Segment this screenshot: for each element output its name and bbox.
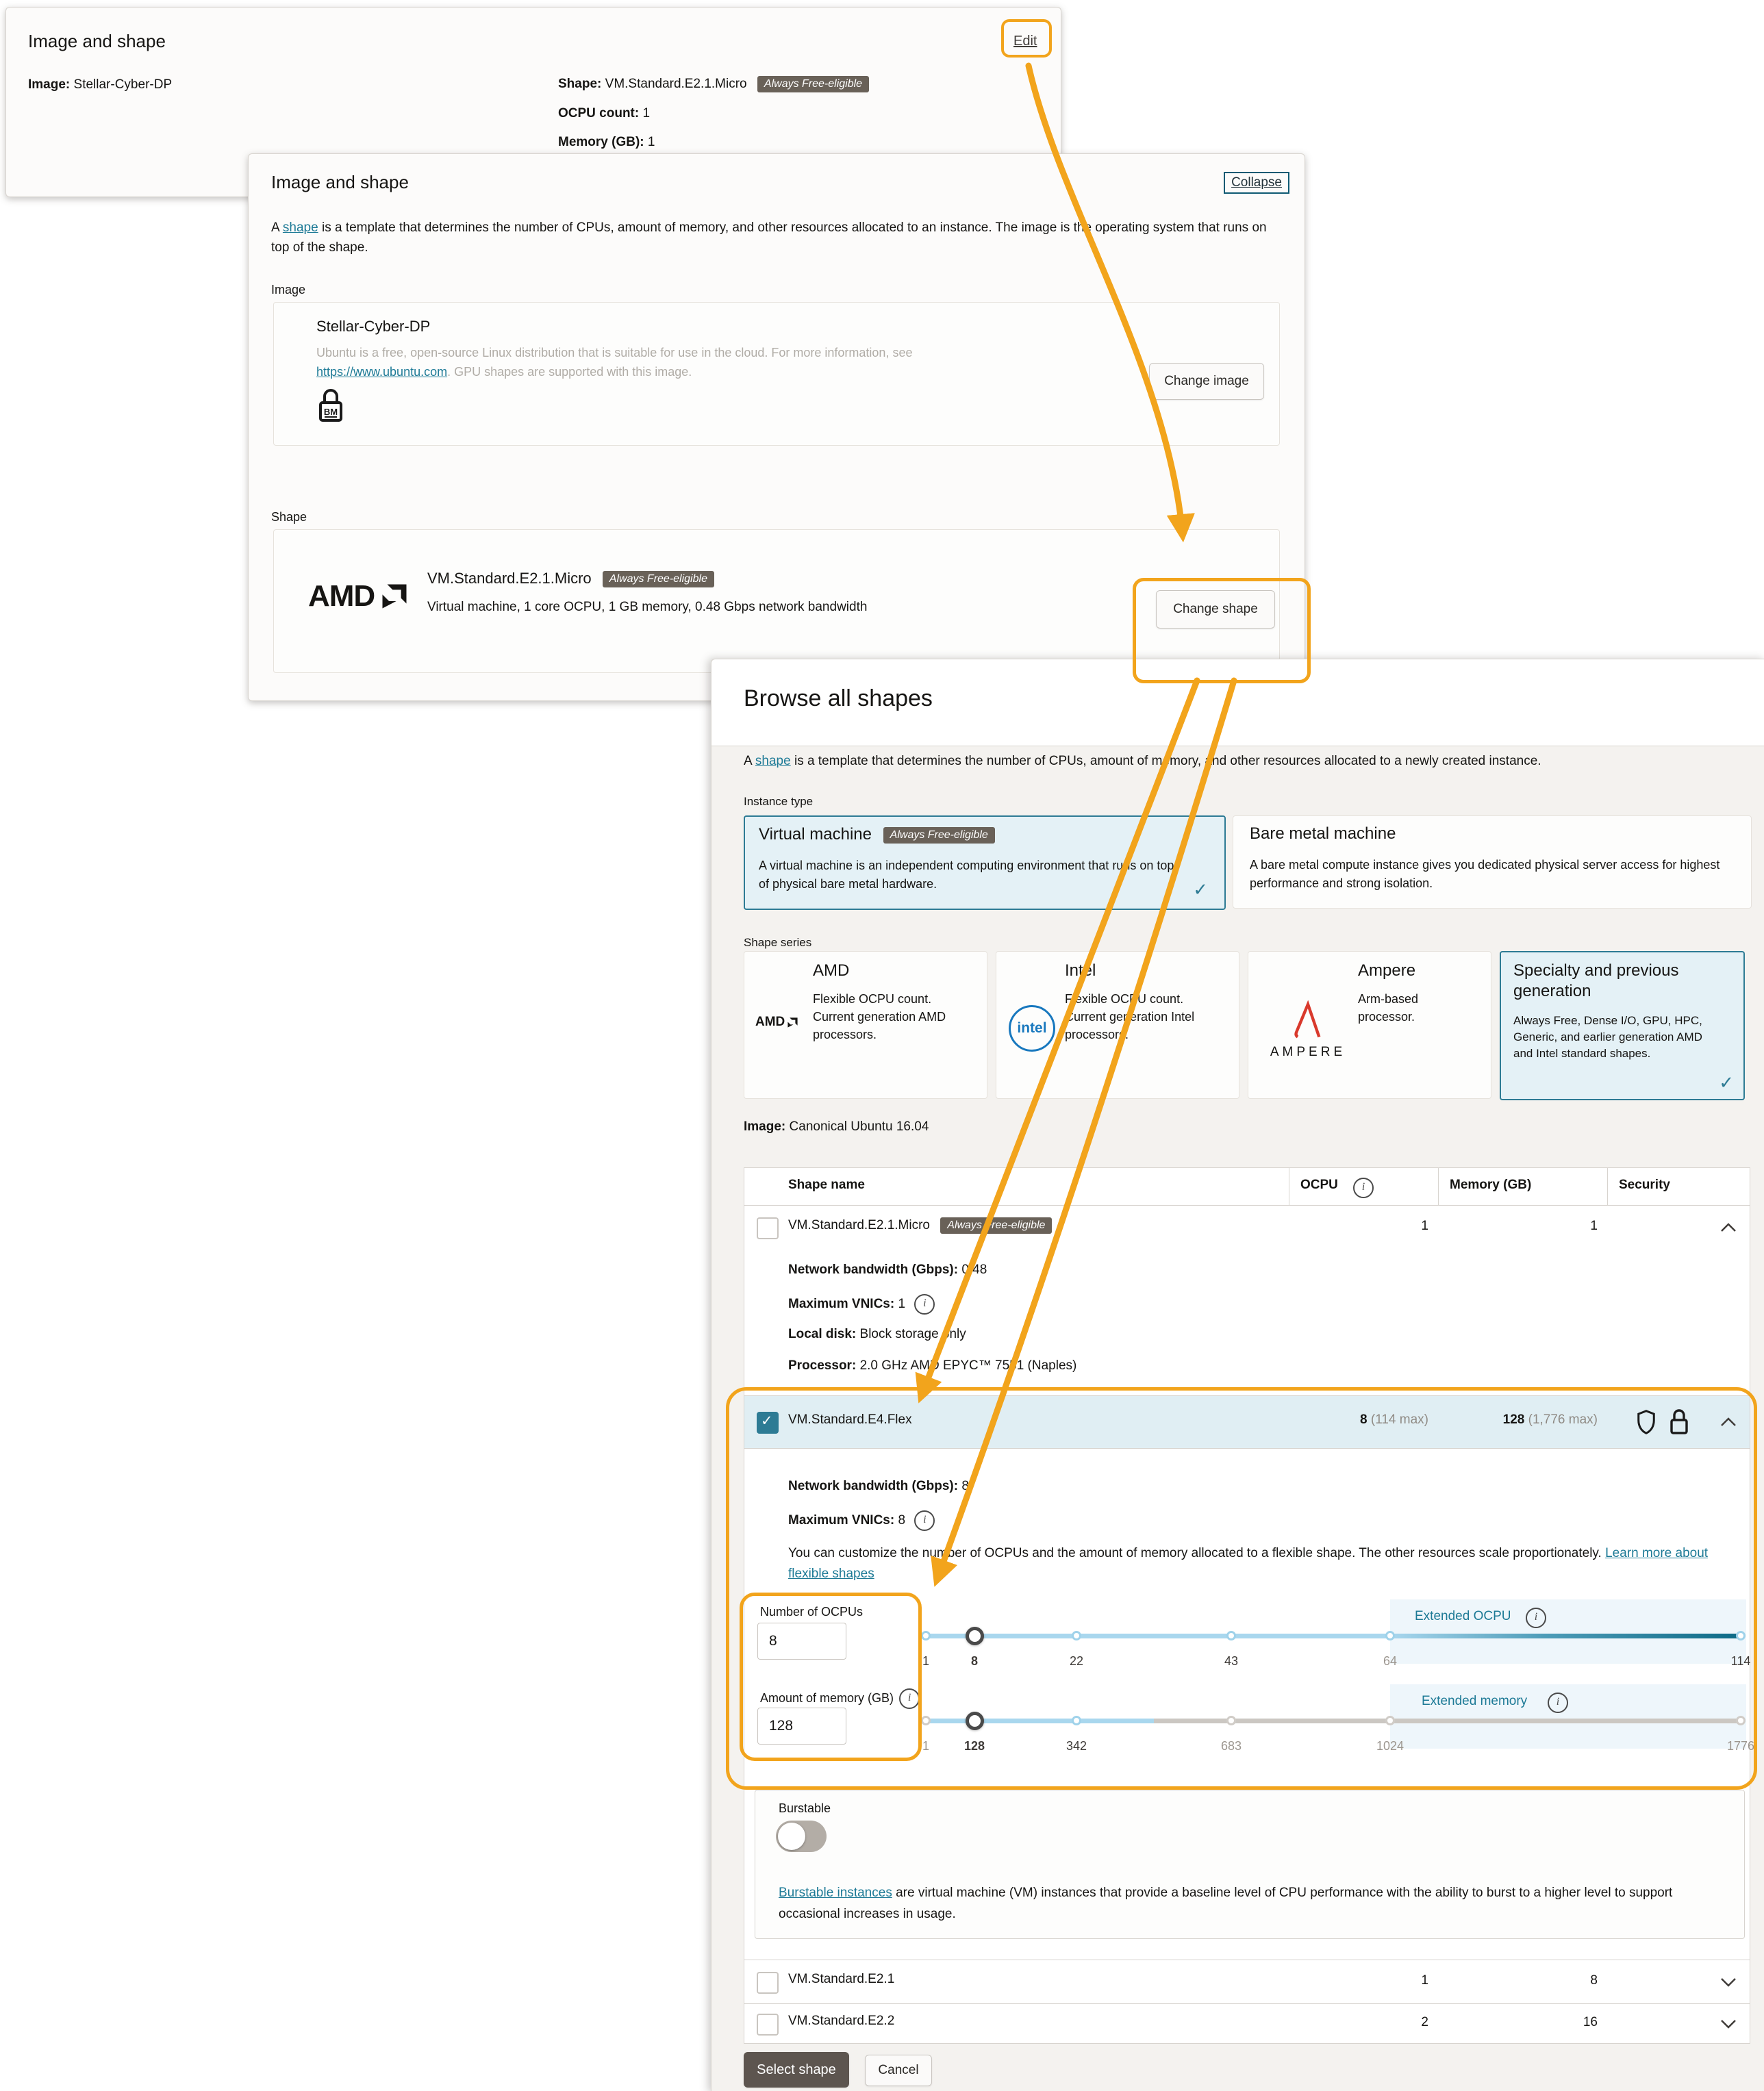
series-card-ampere[interactable] bbox=[1248, 951, 1491, 1099]
svg-text:BM: BM bbox=[323, 407, 338, 417]
burstable-desc: are virtual machine (VM) instances that provide a baseline level of CPU performance with the ability to burst to a higher level to support occasional increases in usage. bbox=[779, 1886, 1673, 1922]
detail-line bbox=[788, 1263, 987, 1278]
table-row-e22[interactable] bbox=[744, 2003, 1750, 2044]
image-label: Image: bbox=[744, 1119, 786, 1134]
memory-input-label-text: Amount of memory (GB) bbox=[760, 1690, 894, 1705]
ocpu-tick-114 bbox=[1736, 1631, 1746, 1640]
ampere-a-icon bbox=[1293, 1000, 1323, 1041]
ocpu-tick-22 bbox=[1072, 1631, 1081, 1640]
extended-memory-info-icon[interactable] bbox=[1548, 1693, 1568, 1713]
col-memory: Memory (GB) bbox=[1450, 1178, 1532, 1192]
memory-tick-label: 1 bbox=[922, 1739, 929, 1753]
ocpu-info-icon[interactable] bbox=[1353, 1178, 1374, 1198]
memory-tick-label: 1024 bbox=[1376, 1739, 1404, 1753]
row-ocpu-cell: 1 bbox=[1421, 1973, 1428, 1988]
row-name-cell: VM.Standard.E2.1 bbox=[788, 1972, 895, 1986]
image-section-label: Image bbox=[271, 283, 306, 296]
memory-tick-1776 bbox=[1736, 1716, 1746, 1725]
shape-link[interactable]: shape bbox=[282, 220, 318, 235]
row-ocpu-cell bbox=[1300, 1412, 1428, 1428]
always-free-badge: Always Free-eligible bbox=[883, 827, 995, 844]
detail-line bbox=[788, 1358, 1076, 1373]
amd-arrow-icon bbox=[380, 582, 409, 611]
chevron-up-icon[interactable] bbox=[1719, 1417, 1737, 1428]
burstable-label: Burstable bbox=[779, 1801, 831, 1815]
table-row-e21micro[interactable] bbox=[744, 1205, 1750, 1250]
summary-shape-line bbox=[558, 76, 869, 92]
detail-label: Processor: bbox=[788, 1358, 857, 1373]
row-name-cell: VM.Standard.E4.Flex bbox=[788, 1412, 912, 1427]
detail-value: Block storage only bbox=[859, 1327, 966, 1341]
intro-pre: A bbox=[744, 754, 755, 768]
col-shape-name: Shape name bbox=[788, 1178, 865, 1192]
bm-card-title: Bare metal machine bbox=[1250, 824, 1396, 843]
vm-card-desc: A virtual machine is an independent computing environment that runs on top of physical bare metal hardware. bbox=[759, 859, 1174, 891]
instance-type-label: Instance type bbox=[744, 795, 814, 808]
memory-label: Memory (GB): bbox=[558, 135, 644, 149]
memory-tick-1024 bbox=[1385, 1716, 1395, 1725]
ocpu-count-label: OCPU count: bbox=[558, 106, 640, 121]
shield-icon bbox=[1636, 1408, 1656, 1436]
always-free-badge: Always Free-eligible bbox=[603, 571, 714, 587]
detail-line bbox=[788, 1479, 969, 1494]
ocpu-tick-43 bbox=[1226, 1631, 1236, 1640]
chevron-up-icon[interactable] bbox=[1719, 1222, 1737, 1233]
selected-check-icon bbox=[1719, 1072, 1734, 1093]
summary-memory-line bbox=[558, 135, 655, 150]
ocpu-slider-track[interactable] bbox=[926, 1634, 1741, 1638]
memory-tick-label: 342 bbox=[1066, 1739, 1087, 1753]
image-value: Canonical Ubuntu 16.04 bbox=[789, 1119, 929, 1134]
memory-input-label bbox=[760, 1688, 920, 1709]
e21micro-details bbox=[744, 1249, 1750, 1395]
instance-type-bare-metal-card[interactable] bbox=[1233, 815, 1752, 909]
shape-card bbox=[273, 529, 1280, 673]
bandwidth-label: Network bandwidth (Gbps): bbox=[788, 1479, 959, 1493]
panel-title: Image and shape bbox=[271, 172, 409, 192]
vm-card-title: Virtual machine bbox=[759, 825, 872, 844]
change-image-button[interactable]: Change image bbox=[1149, 363, 1264, 400]
vnics-info-icon[interactable] bbox=[914, 1294, 935, 1315]
ocpu-tick-label: 1 bbox=[922, 1654, 929, 1668]
memory-header-cell bbox=[1438, 1168, 1608, 1205]
ocpu-tick-64 bbox=[1385, 1631, 1395, 1640]
panel-title: Image and shape bbox=[28, 31, 166, 51]
browse-intro bbox=[744, 754, 1730, 769]
intro-post: is a template that determines the number of CPUs, amount of memory, and other resources allocated to a newly created instance. bbox=[790, 754, 1541, 768]
memory-info-icon[interactable] bbox=[899, 1688, 920, 1709]
amd-logo-text: AMD bbox=[755, 1015, 785, 1029]
detail-label: Maximum VNICs: bbox=[788, 1297, 895, 1312]
row-memory-cell bbox=[1449, 1412, 1598, 1428]
ocpu-header-cell bbox=[1289, 1168, 1439, 1205]
extended-memory-label: Extended memory bbox=[1422, 1694, 1528, 1708]
security-header-cell bbox=[1607, 1168, 1750, 1205]
col-security: Security bbox=[1619, 1178, 1670, 1192]
summary-image-line bbox=[28, 77, 172, 92]
select-shape-button[interactable]: Select shape bbox=[744, 2052, 849, 2088]
ocpu-max: (114 max) bbox=[1367, 1412, 1428, 1427]
image-description bbox=[316, 344, 946, 382]
browse-all-shapes-panel bbox=[711, 659, 1764, 2091]
summary-ocpu-line bbox=[558, 106, 650, 121]
detail-value: 2.0 GHz AMD EPYC™ 7551 (Naples) bbox=[859, 1358, 1077, 1373]
memory-tick-342 bbox=[1072, 1716, 1081, 1725]
browse-header bbox=[711, 659, 1764, 746]
detail-line bbox=[788, 1294, 935, 1315]
detail-line bbox=[788, 1327, 966, 1342]
shape-name: VM.Standard.E2.1.Micro bbox=[788, 1218, 930, 1233]
ocpu-tick-1 bbox=[921, 1631, 931, 1640]
ocpu-tick-label: 64 bbox=[1383, 1654, 1398, 1668]
vnics-label: Maximum VNICs: bbox=[788, 1513, 895, 1528]
image-name: Stellar-Cyber-DP bbox=[316, 318, 431, 335]
memory-tick-label: 1776 bbox=[1726, 1739, 1755, 1753]
extended-ocpu-info-icon[interactable] bbox=[1526, 1608, 1546, 1628]
shape-name: VM.Standard.E2.1.Micro bbox=[427, 570, 592, 587]
shape-value: VM.Standard.E2.1.Micro bbox=[605, 77, 747, 92]
ampere-logo-text: AMPERE bbox=[1270, 1045, 1346, 1059]
shape-label: Shape: bbox=[558, 77, 602, 92]
selected-check-icon bbox=[1193, 879, 1208, 900]
memory-value: 128 bbox=[1502, 1412, 1525, 1427]
amd-logo bbox=[755, 1015, 798, 1030]
instance-type-vm-card[interactable] bbox=[744, 815, 1226, 910]
always-free-badge: Always Free-eligible bbox=[757, 76, 869, 92]
extended-memory-region bbox=[1390, 1684, 1746, 1749]
memory-max: (1,776 max) bbox=[1524, 1412, 1598, 1427]
shape-name-row bbox=[427, 570, 714, 587]
vnics-value: 8 bbox=[898, 1513, 906, 1528]
burstable-text bbox=[779, 1882, 1724, 1925]
row-memory-cell: 1 bbox=[1590, 1219, 1598, 1233]
row-checkbox[interactable] bbox=[757, 2014, 779, 2036]
shape-series-label: Shape series bbox=[744, 936, 812, 949]
bm-lock-icon bbox=[315, 385, 346, 424]
series-intel-desc: Flexible OCPU count. Current generation Intel processors. bbox=[1065, 992, 1195, 1042]
image-desc-post: . GPU shapes are supported with this image. bbox=[447, 364, 692, 379]
chevron-down-icon[interactable] bbox=[1719, 1977, 1737, 1988]
image-and-shape-detail-panel bbox=[248, 153, 1305, 701]
series-card-amd[interactable] bbox=[744, 951, 987, 1099]
shape-description: Virtual machine, 1 core OCPU, 1 GB memory, 0.48 Gbps network bandwidth bbox=[427, 600, 868, 614]
memory-slider-track[interactable] bbox=[926, 1719, 1741, 1723]
bandwidth-value: 8 bbox=[961, 1479, 969, 1493]
row-memory-cell: 16 bbox=[1583, 2015, 1598, 2029]
bm-card-desc: A bare metal compute instance gives you dedicated physical server access for highest performance and strong isolation. bbox=[1250, 858, 1720, 890]
amd-logo bbox=[308, 579, 409, 613]
row-checkbox[interactable] bbox=[757, 1972, 779, 1994]
series-card-specialty[interactable] bbox=[1500, 951, 1745, 1100]
memory-input[interactable] bbox=[757, 1708, 846, 1745]
lock-icon bbox=[1667, 1407, 1691, 1437]
memory-tick-1 bbox=[921, 1716, 931, 1725]
panel-intro bbox=[271, 218, 1268, 257]
intro-pre: A bbox=[271, 220, 283, 235]
row-checkbox[interactable] bbox=[757, 1217, 779, 1239]
detail-value: 1 bbox=[898, 1297, 906, 1312]
browse-image-line bbox=[744, 1119, 929, 1135]
intel-logo bbox=[1009, 1005, 1055, 1052]
chevron-down-icon[interactable] bbox=[1719, 2018, 1737, 2029]
burstable-instances-link[interactable]: Burstable instances bbox=[779, 1886, 892, 1900]
extended-ocpu-region bbox=[1390, 1599, 1746, 1664]
flexible-shapes-link[interactable]: Learn more about flexible shapes bbox=[788, 1546, 1709, 1582]
toggle-knob bbox=[778, 1823, 805, 1850]
detail-line bbox=[788, 1510, 935, 1531]
cancel-button[interactable]: Cancel bbox=[865, 2055, 932, 2086]
always-free-badge: Always Free-eligible bbox=[940, 1217, 1052, 1234]
table-row-e21[interactable] bbox=[744, 1960, 1750, 2004]
change-shape-button[interactable]: Change shape bbox=[1156, 590, 1275, 629]
series-card-intel[interactable] bbox=[996, 951, 1239, 1099]
vm-card-title-row bbox=[759, 825, 995, 844]
memory-tick-label: 683 bbox=[1220, 1739, 1242, 1753]
row-memory-cell: 8 bbox=[1590, 1973, 1598, 1988]
row-name-cell: VM.Standard.E2.2 bbox=[788, 2014, 895, 2028]
customize-text bbox=[788, 1543, 1735, 1585]
ocpu-input-label: Number of OCPUs bbox=[760, 1605, 864, 1619]
row-name-cell bbox=[788, 1217, 1052, 1234]
image-value: Stellar-Cyber-DP bbox=[73, 77, 173, 92]
series-intel-title: Intel bbox=[1065, 961, 1096, 980]
ubuntu-link[interactable]: https://www.ubuntu.com bbox=[316, 364, 448, 379]
amd-arrow-icon bbox=[787, 1017, 798, 1028]
amd-logo-text: AMD bbox=[308, 579, 375, 613]
col-ocpu: OCPU bbox=[1300, 1178, 1338, 1192]
shape-section-label: Shape bbox=[271, 510, 307, 524]
browse-title: Browse all shapes bbox=[744, 685, 933, 711]
series-ampere-title: Ampere bbox=[1358, 961, 1416, 980]
table-header-row bbox=[744, 1168, 1750, 1205]
shapes-table bbox=[744, 1167, 1755, 2044]
ocpu-tick-label: 8 bbox=[970, 1654, 978, 1668]
detail-label: Local disk: bbox=[788, 1327, 857, 1341]
detail-label: Network bandwidth (Gbps): bbox=[788, 1263, 959, 1277]
intro-post: is a template that determines the number of CPUs, amount of memory, and other resources allocated to an instance. The image is the operating system that runs on top of the shape. bbox=[271, 220, 1267, 255]
row-ocpu-cell: 2 bbox=[1421, 2015, 1428, 2029]
series-specialty-title: Specialty and previous generation bbox=[1513, 961, 1679, 1000]
vnics-info-icon[interactable] bbox=[914, 1510, 935, 1531]
ocpu-tick-label: 22 bbox=[1069, 1654, 1084, 1668]
row-ocpu-cell: 1 bbox=[1421, 1219, 1428, 1233]
memory-tick-683 bbox=[1226, 1716, 1236, 1725]
row-checkbox-checked[interactable] bbox=[757, 1412, 779, 1434]
e4flex-details bbox=[744, 1447, 1755, 1960]
table-row-e4flex[interactable] bbox=[744, 1395, 1750, 1449]
extended-ocpu-label: Extended OCPU bbox=[1415, 1609, 1511, 1623]
memory-tick-label: 128 bbox=[963, 1739, 985, 1753]
collapse-link[interactable]: Collapse bbox=[1224, 172, 1289, 194]
series-specialty-desc: Always Free, Dense I/O, GPU, HPC, Generic, and earlier generation AMD and Intel standard shapes. bbox=[1513, 1014, 1702, 1060]
ocpu-input[interactable] bbox=[757, 1623, 846, 1660]
memory-value: 1 bbox=[647, 135, 655, 149]
ampere-logo bbox=[1263, 1000, 1352, 1060]
ocpu-slider-thumb[interactable] bbox=[966, 1627, 984, 1645]
detail-value: 0.48 bbox=[961, 1263, 987, 1277]
edit-link[interactable]: Edit bbox=[1013, 34, 1037, 49]
burstable-toggle[interactable] bbox=[776, 1821, 827, 1852]
ocpu-tick-label: 114 bbox=[1730, 1654, 1751, 1668]
ocpu-value: 8 bbox=[1360, 1412, 1368, 1427]
ocpu-tick-label: 43 bbox=[1224, 1654, 1239, 1668]
memory-slider-thumb[interactable] bbox=[966, 1712, 984, 1730]
series-amd-title: AMD bbox=[813, 961, 850, 980]
series-amd-desc: Flexible OCPU count. Current generation AMD processors. bbox=[813, 992, 946, 1042]
shape-link[interactable]: shape bbox=[755, 754, 791, 768]
image-label: Image: bbox=[28, 77, 71, 92]
customize-pre: You can customize the number of OCPUs and the amount of memory allocated to a flexible shape. The other resources scale proportionately. bbox=[788, 1546, 1606, 1560]
burstable-box bbox=[755, 1790, 1745, 1939]
series-ampere-desc: Arm-based processor. bbox=[1358, 992, 1419, 1024]
image-desc-pre: Ubuntu is a free, open-source Linux distribution that is suitable for use in the cloud. For more information, see bbox=[316, 346, 913, 359]
intel-logo-text: intel bbox=[1017, 1020, 1047, 1036]
ocpu-count-value: 1 bbox=[642, 106, 651, 121]
image-card bbox=[273, 302, 1280, 446]
